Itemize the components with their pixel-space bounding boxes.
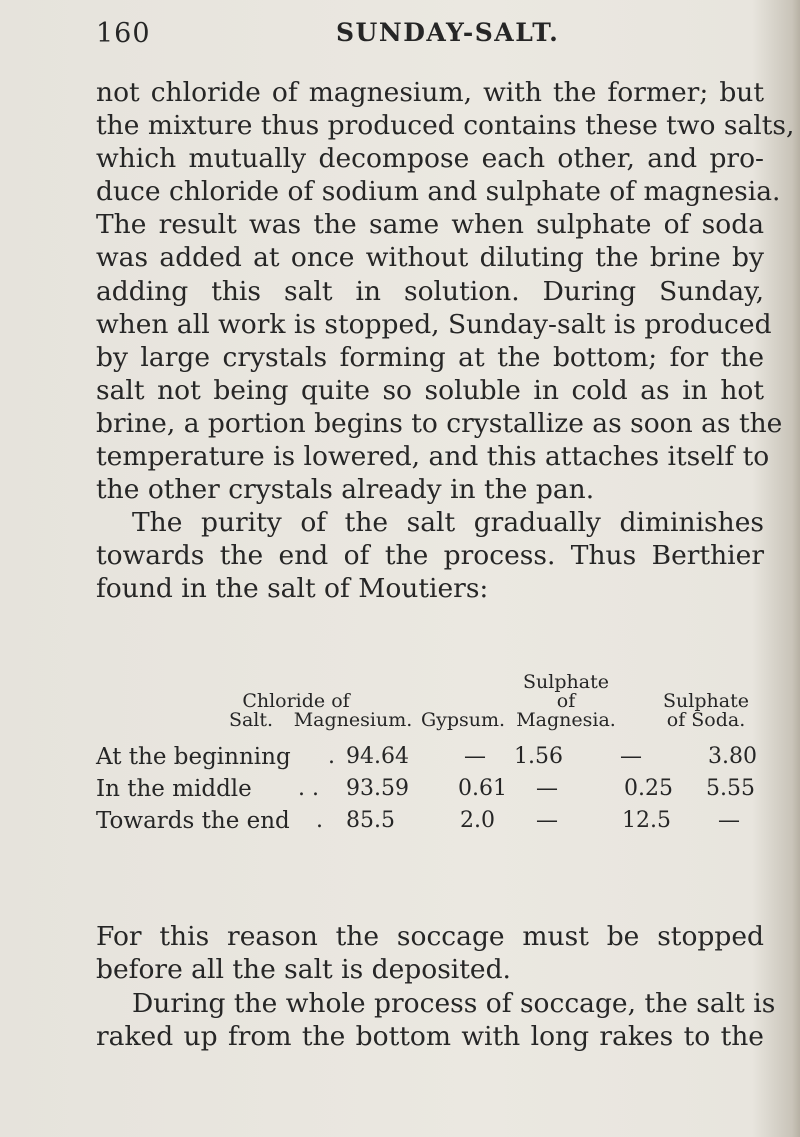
cell-sulphate-magnesia: — [620,744,642,769]
table-row [96,808,776,838]
text-line: by large crystals forming at the bottom; for the [96,341,764,373]
text-line: which mutually decompose each other, and pro- [96,143,764,175]
cell-salt: 93.59 [346,776,409,801]
header-sulphate-magnesia-line2: of [556,690,576,712]
header-sulphate-magnesia-line1: Sulphate [523,671,609,693]
text-line: raked up from the bottom with long rakes to the [96,1021,764,1053]
cell-gypsum: — [536,808,558,833]
row-label: At the beginning [96,744,291,770]
cell-gypsum: 1.56 [514,744,563,769]
cell-sulphate-soda: 5.55 [706,776,755,801]
table-row [96,776,776,806]
text-line: the mixture thus produced contains these two salts, [96,110,795,142]
cell-sulphate-soda: — [718,808,740,833]
paragraph-raking [96,987,776,1053]
text-line: brine, a portion begins to crystallize as soon as the [96,407,783,439]
text-line: adding this salt in solution. During Sunday, [96,275,764,307]
running-head: SUNDAY-SALT. [336,18,560,47]
paragraph-sunday-salt [96,76,795,506]
cell-chloride-magnesium: — [464,744,486,769]
cell-sulphate-magnesia: 0.25 [624,776,673,801]
paragraph-soccage-stop [96,920,764,986]
text-line: when all work is stopped, Sunday-salt is produced [96,308,772,340]
text-line: salt not being quite so soluble in cold as in hot [96,374,764,406]
page-number: 160 [96,18,151,49]
header-sulphate-magnesia-line3: Magnesia. [516,709,616,731]
header-sulphate-soda-line1: Sulphate [663,690,749,712]
text-line: The purity of the salt gradually diminishes [132,507,764,538]
text-line: was added at once without diluting the brine by [96,242,764,274]
row-label: Towards the end [96,808,290,834]
row-dots: . . [298,776,319,801]
text-line: before all the salt is deposited. [96,954,511,986]
text-line: not chloride of magnesium, with the former; but [96,77,764,108]
cell-sulphate-magnesia: 12.5 [622,808,671,833]
text-line: temperature is lowered, and this attaches itself to [96,441,770,473]
cell-chloride-magnesium: 2.0 [460,808,495,833]
header-sulphate-soda-line2: of Soda. [666,709,746,731]
page-header [96,18,776,58]
text-line: For this reason the soccage must be stopped [96,921,764,952]
text-line: The result was the same when sulphate of soda [96,209,764,241]
paragraph-purity [96,506,764,605]
text-line: the other crystals already in the pan. [96,474,595,506]
cell-salt: 94.64 [346,744,409,769]
text-line: During the whole process of soccage, the salt is [132,988,776,1019]
header-chloride-line2: Magnesium. [293,709,413,731]
header-salt: Salt. [228,709,274,731]
text-line: found in the salt of Moutiers: [96,573,489,605]
table-row [96,744,776,774]
text-line: towards the end of the process. Thus Berthier [96,540,764,572]
row-label: In the middle [96,776,252,802]
cell-salt: 85.5 [346,808,395,833]
cell-sulphate-soda: 3.80 [708,744,757,769]
cell-gypsum: — [536,776,558,801]
header-chloride-line1: Chloride of [242,690,350,712]
row-dots: . [316,808,323,833]
text-line: duce chloride of sodium and sulphate of magnesia. [96,176,781,208]
composition-table [96,672,776,852]
header-gypsum: Gypsum. [420,709,506,731]
row-dots: . [328,744,335,769]
cell-chloride-magnesium: 0.61 [458,776,507,801]
